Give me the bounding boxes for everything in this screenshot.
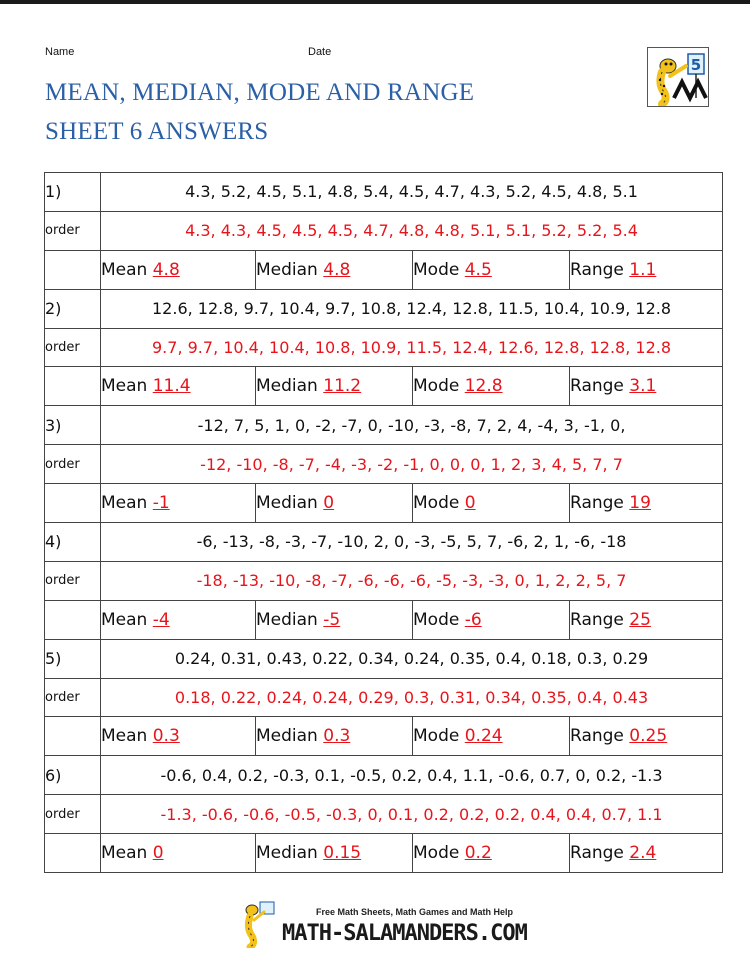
mode-cell bbox=[413, 600, 570, 639]
range-cell bbox=[570, 717, 723, 756]
set-order-row bbox=[45, 328, 723, 367]
mean-cell bbox=[101, 834, 256, 873]
mode-cell bbox=[413, 717, 570, 756]
mode-label: Mode bbox=[413, 843, 460, 864]
median-answer: -5 bbox=[323, 609, 341, 630]
mean-answer: 4.8 bbox=[152, 259, 180, 280]
mode-answer: 0.2 bbox=[464, 843, 492, 864]
set-values: 4.3, 5.2, 4.5, 5.1, 4.8, 5.4, 4.5, 4.7, 4.3, 5.2, 4.5, 4.8, 5.1 bbox=[101, 173, 723, 212]
mean-label: Mean bbox=[101, 376, 148, 397]
set-ordered-values: -1.3, -0.6, -0.6, -0.5, -0.3, 0, 0.1, 0.2, 0.2, 0.2, 0.4, 0.4, 0.7, 1.1 bbox=[101, 795, 723, 834]
range-cell bbox=[570, 834, 723, 873]
set-values: -0.6, 0.4, 0.2, -0.3, 0.1, -0.5, 0.2, 0.4, 1.1, -0.6, 0.7, 0, 0.2, -1.3 bbox=[101, 756, 723, 795]
name-label: Name bbox=[45, 46, 75, 58]
range-label: Range bbox=[570, 259, 624, 280]
median-label: Median bbox=[256, 493, 318, 514]
top-rule bbox=[0, 0, 750, 4]
median-label: Median bbox=[256, 609, 318, 630]
median-label: Median bbox=[256, 843, 318, 864]
median-answer: 0 bbox=[323, 493, 335, 514]
footer-tagline: Free Math Sheets, Math Games and Math Help bbox=[316, 907, 514, 917]
median-cell bbox=[256, 250, 413, 289]
mean-label: Mean bbox=[101, 843, 148, 864]
set-order-row bbox=[45, 445, 723, 484]
order-label: order bbox=[45, 678, 101, 717]
set-values: -6, -13, -8, -3, -7, -10, 2, 0, -3, -5, 5, 7, -6, 2, 1, -6, -18 bbox=[101, 523, 723, 562]
median-answer: 11.2 bbox=[323, 376, 362, 397]
mean-cell bbox=[101, 717, 256, 756]
set-number: 3) bbox=[45, 406, 101, 445]
mean-cell bbox=[101, 484, 256, 523]
mode-cell bbox=[413, 250, 570, 289]
mean-cell bbox=[101, 367, 256, 406]
set-stats-row bbox=[45, 484, 723, 523]
mean-cell bbox=[101, 250, 256, 289]
order-label: order bbox=[45, 795, 101, 834]
median-cell bbox=[256, 600, 413, 639]
set-values-row bbox=[45, 289, 723, 328]
set-values-row bbox=[45, 406, 723, 445]
range-cell bbox=[570, 484, 723, 523]
median-label: Median bbox=[256, 259, 318, 280]
median-label: Median bbox=[256, 376, 318, 397]
salamander-icon bbox=[648, 48, 708, 106]
range-answer: 1.1 bbox=[629, 259, 657, 280]
range-answer: 2.4 bbox=[629, 843, 657, 864]
page-title: MEAN, MEDIAN, MODE AND RANGE bbox=[45, 79, 475, 106]
mean-label: Mean bbox=[101, 259, 148, 280]
mode-answer: 0 bbox=[464, 493, 476, 514]
set-values-row bbox=[45, 756, 723, 795]
set-order-row bbox=[45, 211, 723, 250]
mean-label: Mean bbox=[101, 493, 148, 514]
mean-answer: 0.3 bbox=[152, 726, 180, 747]
set-number: 5) bbox=[45, 639, 101, 678]
set-stats-row bbox=[45, 717, 723, 756]
mode-label: Mode bbox=[413, 259, 460, 280]
footer-salamander-icon bbox=[240, 900, 276, 948]
svg-text:5: 5 bbox=[690, 56, 702, 74]
set-ordered-values: -18, -13, -10, -8, -7, -6, -6, -6, -5, -3, -3, 0, 1, 2, 2, 5, 7 bbox=[101, 561, 723, 600]
set-number: 6) bbox=[45, 756, 101, 795]
set-stats-row bbox=[45, 834, 723, 873]
range-answer: 25 bbox=[629, 609, 651, 630]
answers-table bbox=[44, 172, 723, 873]
range-cell bbox=[570, 600, 723, 639]
set-stats-row bbox=[45, 367, 723, 406]
mode-cell bbox=[413, 367, 570, 406]
set-number: 1) bbox=[45, 173, 101, 212]
mean-answer: -4 bbox=[152, 609, 170, 630]
median-answer: 0.15 bbox=[323, 843, 362, 864]
set-values-row bbox=[45, 173, 723, 212]
order-label: order bbox=[45, 328, 101, 367]
median-label: Median bbox=[256, 726, 318, 747]
mode-cell bbox=[413, 484, 570, 523]
blank-cell bbox=[45, 600, 101, 639]
set-ordered-values: -12, -10, -8, -7, -4, -3, -2, -1, 0, 0, 0, 1, 2, 3, 4, 5, 7, 7 bbox=[101, 445, 723, 484]
blank-cell bbox=[45, 250, 101, 289]
range-answer: 3.1 bbox=[629, 376, 657, 397]
mean-answer: 11.4 bbox=[152, 376, 191, 397]
mode-answer: 0.24 bbox=[464, 726, 503, 747]
mode-label: Mode bbox=[413, 376, 460, 397]
set-ordered-values: 4.3, 4.3, 4.5, 4.5, 4.5, 4.7, 4.8, 4.8, 5.1, 5.1, 5.2, 5.2, 5.4 bbox=[101, 211, 723, 250]
blank-cell bbox=[45, 367, 101, 406]
order-label: order bbox=[45, 445, 101, 484]
range-cell bbox=[570, 250, 723, 289]
set-values: 0.24, 0.31, 0.43, 0.22, 0.34, 0.24, 0.35, 0.4, 0.18, 0.3, 0.29 bbox=[101, 639, 723, 678]
mode-answer: -6 bbox=[464, 609, 482, 630]
mean-answer: 0 bbox=[152, 843, 164, 864]
set-values: -12, 7, 5, 1, 0, -2, -7, 0, -10, -3, -8, 7, 2, 4, -4, 3, -1, 0, bbox=[101, 406, 723, 445]
set-order-row bbox=[45, 678, 723, 717]
blank-cell bbox=[45, 834, 101, 873]
range-label: Range bbox=[570, 493, 624, 514]
set-values-row bbox=[45, 523, 723, 562]
mean-label: Mean bbox=[101, 726, 148, 747]
median-answer: 0.3 bbox=[323, 726, 351, 747]
median-cell bbox=[256, 484, 413, 523]
set-stats-row bbox=[45, 250, 723, 289]
mean-label: Mean bbox=[101, 609, 148, 630]
range-answer: 19 bbox=[629, 493, 651, 514]
set-order-row bbox=[45, 795, 723, 834]
mode-label: Mode bbox=[413, 609, 460, 630]
footer-brand: MATH-SALAMANDERS.COM bbox=[282, 921, 527, 946]
blank-cell bbox=[45, 484, 101, 523]
set-ordered-values: 9.7, 9.7, 10.4, 10.4, 10.8, 10.9, 11.5, 12.4, 12.6, 12.8, 12.8, 12.8 bbox=[101, 328, 723, 367]
range-label: Range bbox=[570, 726, 624, 747]
median-cell bbox=[256, 367, 413, 406]
range-label: Range bbox=[570, 843, 624, 864]
set-order-row bbox=[45, 561, 723, 600]
page-subtitle: SHEET 6 ANSWERS bbox=[45, 118, 269, 145]
salamander-logo bbox=[647, 47, 709, 107]
mode-label: Mode bbox=[413, 493, 460, 514]
mean-cell bbox=[101, 600, 256, 639]
mean-answer: -1 bbox=[152, 493, 170, 514]
set-values: 12.6, 12.8, 9.7, 10.4, 9.7, 10.8, 12.4, 12.8, 11.5, 10.4, 10.9, 12.8 bbox=[101, 289, 723, 328]
order-label: order bbox=[45, 561, 101, 600]
set-number: 4) bbox=[45, 523, 101, 562]
set-ordered-values: 0.18, 0.22, 0.24, 0.24, 0.29, 0.3, 0.31, 0.34, 0.35, 0.4, 0.43 bbox=[101, 678, 723, 717]
median-cell bbox=[256, 834, 413, 873]
median-cell bbox=[256, 717, 413, 756]
mode-answer: 12.8 bbox=[464, 376, 503, 397]
range-cell bbox=[570, 367, 723, 406]
mode-label: Mode bbox=[413, 726, 460, 747]
range-label: Range bbox=[570, 609, 624, 630]
set-values-row bbox=[45, 639, 723, 678]
order-label: order bbox=[45, 211, 101, 250]
set-number: 2) bbox=[45, 289, 101, 328]
blank-cell bbox=[45, 717, 101, 756]
mode-answer: 4.5 bbox=[464, 259, 492, 280]
range-label: Range bbox=[570, 376, 624, 397]
median-answer: 4.8 bbox=[323, 259, 351, 280]
set-stats-row bbox=[45, 600, 723, 639]
mode-cell bbox=[413, 834, 570, 873]
range-answer: 0.25 bbox=[629, 726, 668, 747]
date-label: Date bbox=[308, 46, 332, 58]
